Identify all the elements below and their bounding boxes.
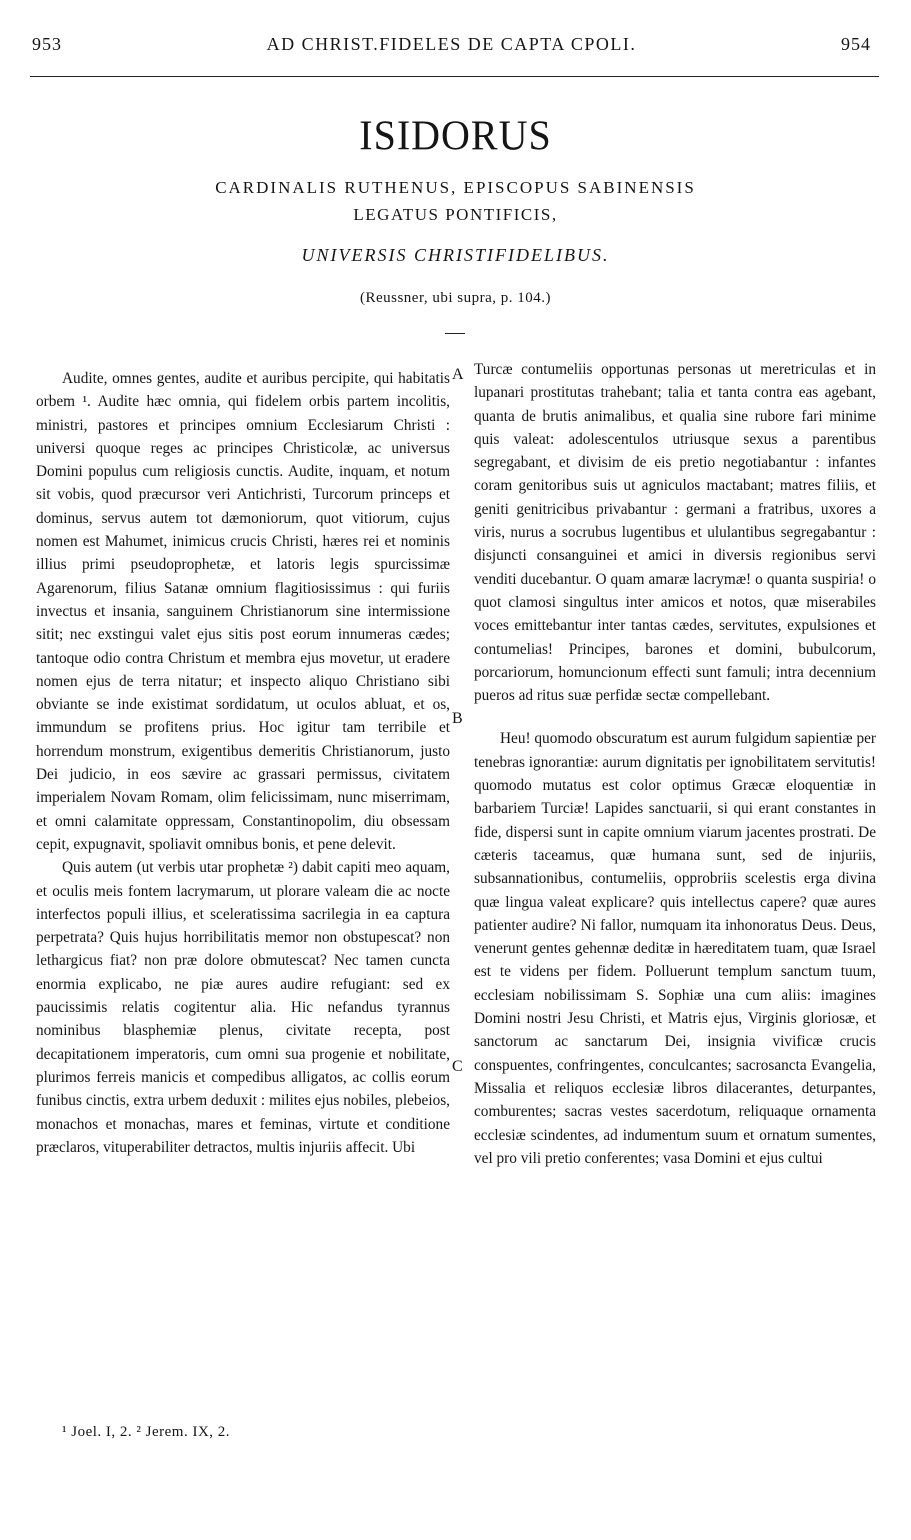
subtitle-line-1: CARDINALIS RUTHENUS, EPISCOPUS SABINENSIS [215, 178, 696, 197]
margin-marker-a: A [452, 366, 464, 383]
right-paragraph-2: Heu! quomodo obscuratum est aurum fulgidum sapientiæ per tenebras ignorantiæ: aurum dignitatis per ignobilitatem servitutis! quomodo mutatus est color optimus Græcæ eloquentiæ in barbariem Turciæ! Lapides sanctuarii, si qui erant constantes in fide, dispersi sunt in capite omnium viarum jacentes prostrati. De cæteris taceamus, quæ humana sunt, sed de injuriis, subsannationibus, contumeliis, opprobriis scelestis erga divina quæ lingua valeat explicare? quis intellectus capere? quæ aures patienter audire? Ni fallor, numquam ita inhonoratus Deus. Deus, venerunt gentes gehennæ deditæ in hæreditatem tuam, quæ Israel est te videns per fidem. Polluerunt templum sanctum tuum, ecclesiam nobilissimam S. Sophiæ una cum aliis: imagines Domini nostri Jesu Christi, et Matris ejus, Virginis gloriosæ, et sanctorum ac sanctarum Dei, insignia vivificæ crucis conspuentes, confringentes, conculcantes; sacrosancta Evangelia, Missalia et reliquos ecclesiæ libros dilacerantes, deturpantes, comburentes; sacras vestes sacerdotum, reliquaque ornamenta ecclesiæ scindentes, ad indumentum suum et ornatum sumentes, vel pro vili pretio conferentes; vasa Domini et ejus cultui [474, 730, 876, 1167]
margin-marker-c: C [452, 1058, 463, 1075]
running-header [32, 34, 871, 60]
subtitle-line-3: UNIVERSIS CHRISTIFIDELIBUS. [301, 245, 610, 265]
right-paragraph-1: Turcæ contumeliis opportunas personas ut meretriculas et in lupanari prostitutas trahebant; talia et tanta contra eas agebant, quanta de brutis animalibus, et qualia sine rubore fari minime quis valeat: adolescentulos utriusque sexus a parentibus segregabant, et divisim de eis pretio negotiabantur : infantes coram genitoribus suis ut agniculos mactabant; matres filiis, et geniti genitricibus privabantur : germani a fratribus, uxores a viris, nurus a socrubus lugentibus et ululantibus segregabantur : disjuncti consanguinei et amici in diversis regionibus servi venditi ducebantur. O quam amaræ lacrymæ! o quanta suspiria! o quot clamosi singultus inter amicos et notos, quæ miserabiles voces emittebantur inter tantas cædes, servitutes, expulsiones et contumelias! Principes, barones et domini, bubulcorum, porcariorum, homuncionum effecti sunt famuli; intra decennium pueros ad ritus suæ perfidæ sectæ compellebant. [474, 361, 876, 705]
section-dash [445, 333, 465, 334]
right-column [474, 358, 876, 1170]
left-column [36, 367, 450, 1159]
running-title: AD CHRIST.FIDELES DE CAPTA CPOLI. [266, 34, 637, 54]
header-rule [30, 76, 879, 77]
footnotes: ¹ Joel. I, 2. ² Jerem. IX, 2. [62, 1424, 231, 1440]
page-title: ISIDORUS [359, 111, 552, 160]
subtitle-line-2: LEGATUS PONTIFICIS, [353, 205, 558, 224]
left-paragraph-1: Audite, omnes gentes, audite et auribus percipite, qui habitatis orbem ¹. Audite hæc omnia, qui fidelem orbis partem incolitis, ministri, pastores et principes omnium Ecclesiarum Christi : universi quoque reges ac principes Christicolæ, ac universus Domini populus cum religiosis cunctis. Audite, inquam, et notum sit vobis, quod præcursor veri Antichristi, Turcorum princeps et dominus, servus autem tot dæmoniorum, quot vitiorum, cujus nomen est Mahumet, inimicus crucis Christi, hæres rei et nominis illius primi pseudoprophetæ, et latoris legis spurcissimæ Agarenorum, filius Satanæ omnium flagitiosissimus : qui furiis invectus et insania, sanguinem Christianorum sine intermissione sitit; nec exstingui valet ejus sitis post eorum innumeras cædes; tantoque odio contra Christum et membra ejus movetur, ut eradere nomen ejus de terra nitatur; et inspecto aliquo Christiano sibi obviante se inde existimat sordidatum, ut oculos abluat, et os, immundum se profitens prius. Hoc igitur tam terribile et horrendum monstrum, exigentibus demeritis Christianorum, justo Dei judicio, in eos sævire ac grassari permissus, civitatem imperialem Novam Romam, olim felicissimam, nunc miserrimam, et omni calamitate oppressam, Constantinopolim, diu obsessam cepit, expugnavit, spoliavit omnibus bonis, et pene delevit. [36, 370, 450, 853]
margin-marker-b: B [452, 710, 463, 727]
source-citation: (Reussner, ubi supra, p. 104.) [359, 290, 552, 306]
left-paragraph-2: Quis autem (ut verbis utar prophetæ ²) dabit capiti meo aquam, et oculis meis fontem lacrymarum, ut plorare valeam die ac nocte interfectos populi illius, et sceleratissima sacrilegia in ea captura perpetrata? Quis hujus horribilitatis memor non obstupescat? non lethargicus fiat? non præ dolore obmutescat? Nec tamen cuncta enormia explicabo, ne piæ aures audire refugiant: sed ex paucissimis relatis cogitentur alia. Hic nefandus tyrannus nominibus blasphemiæ plenus, civitate recepta, post decapitationem imperatoris, cum omni sua progenie et nobilitate, plurimos ferreis manicis et compedibus alligatos, ac collis eorum funibus cinctis, extra urbem deduxit : milites ejus nobiles, plebeios, monachos et monachas, mares et feminas, virtute et conditione præclaros, vituperabiliter detractos, multis injuriis affecit. Ubi [36, 859, 450, 1156]
page-number-left: 953 [32, 34, 62, 54]
page-number-right: 954 [841, 34, 871, 54]
